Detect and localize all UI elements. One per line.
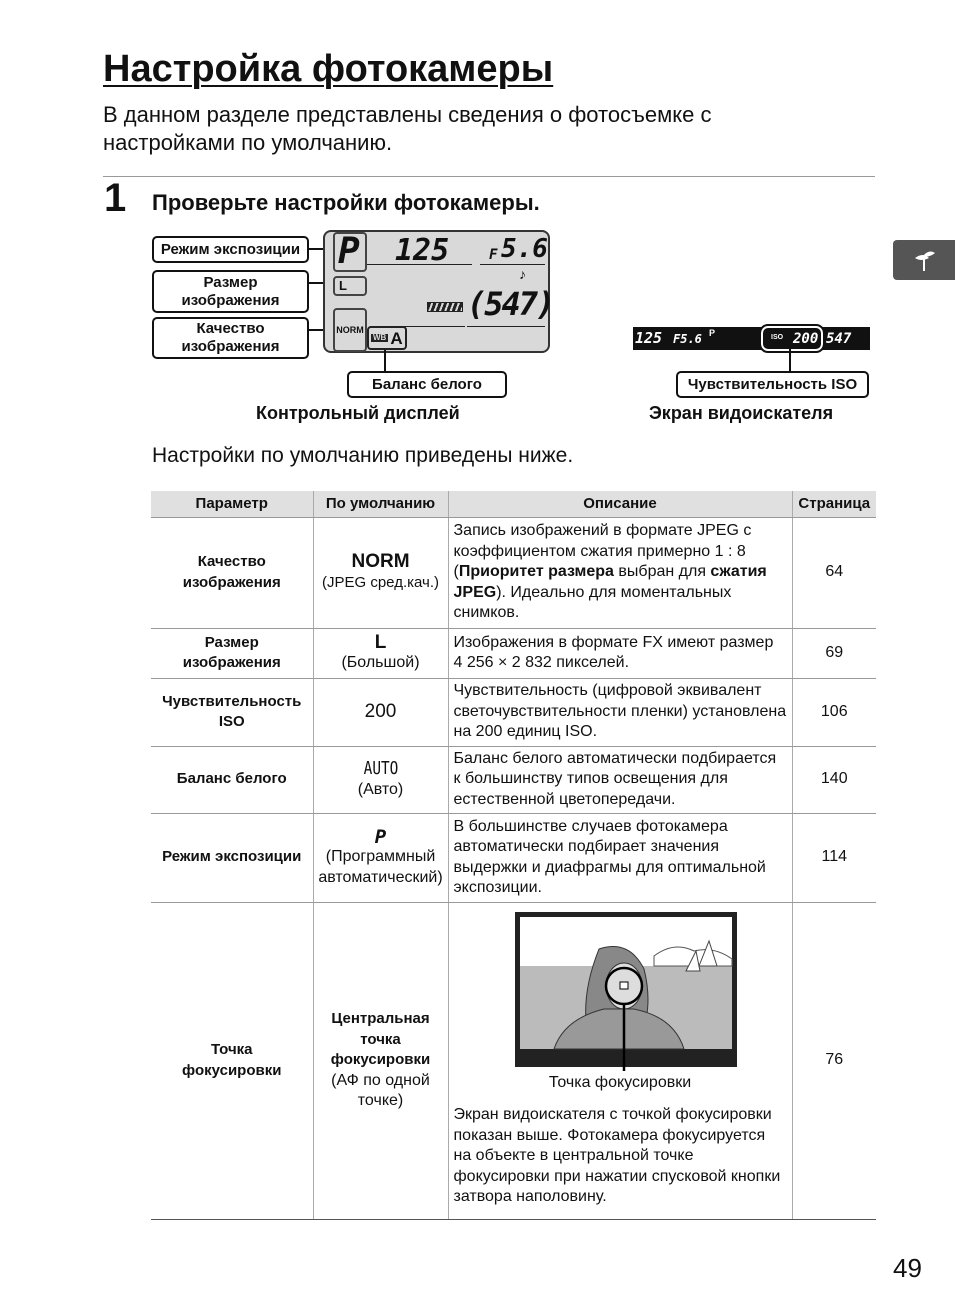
vf-shutter: 125 [635, 329, 663, 347]
page-title: Настройка фотокамеры [103, 48, 554, 90]
description-cell: Баланс белого автоматически подбирается к большинству типов освещения для естественной цветопередачи. [448, 746, 792, 813]
divider [103, 176, 875, 177]
default-note: (Программный автоматический) [318, 848, 443, 886]
header-page: Страница [792, 491, 876, 517]
viewfinder-focus-illustration [514, 911, 739, 1071]
default-value: AUTO [363, 758, 398, 779]
step-number: 1 [104, 176, 127, 220]
viewfinder-strip [633, 327, 870, 350]
default-note: (Большой) [341, 654, 420, 671]
description-text: Экран видоискателя с точкой фокусировки показан выше. Фотокамера фокусируется на объекте в центральной точке фокусировки при нажатии спусковой кнопки затвора наполовину. [453, 1106, 781, 1205]
page-cell: 140 [792, 746, 876, 813]
table-row [151, 902, 876, 1219]
desc-text: выбран для [613, 563, 711, 581]
intro-text: В данном разделе представлены сведения о фотосъемке с настройками по умолчанию. [103, 102, 712, 155]
step-heading: Проверьте настройки фотокамеры. [152, 190, 540, 215]
param-cell: Качество изображения [151, 517, 313, 628]
defaults-text: Настройки по умолчанию приведены ниже. [152, 444, 574, 467]
wb-badge: WB [373, 333, 387, 342]
page-cell: 106 [792, 678, 876, 746]
table-row [151, 746, 876, 813]
label-exposure-mode: Режим экспозиции [152, 236, 309, 263]
default-note: (АФ по одной точке) [331, 1071, 430, 1110]
param-cell: Баланс белого [151, 746, 313, 813]
table-row [151, 678, 876, 746]
image-quality-readout: NORM [333, 308, 367, 352]
defaults-table [151, 491, 876, 1220]
description-cell [448, 517, 792, 628]
label-white-balance: Баланс белого [347, 371, 507, 398]
default-cell [313, 902, 448, 1219]
vf-count: 547 [826, 331, 852, 347]
exposure-mode-readout: P [338, 231, 360, 272]
page-number: 49 [893, 1253, 922, 1283]
default-value: L [374, 631, 387, 653]
table-row [151, 628, 876, 678]
page-cell: 114 [792, 813, 876, 902]
vf-iso: 200 [793, 331, 819, 347]
default-note: (Авто) [357, 780, 404, 798]
aperture-readout: 5.6 [501, 234, 548, 264]
table-row [151, 813, 876, 902]
vf-iso-tag: ISO [771, 334, 784, 341]
desc-bold: Приоритет размера [458, 563, 614, 581]
table-header [151, 491, 876, 517]
desc-text: ). Идеально для моментальных снимков. [453, 583, 732, 622]
desc-bold: сжатия JPEG [453, 563, 767, 601]
default-note: (JPEG сред.кач.) [322, 573, 439, 591]
page-cell: 76 [792, 902, 876, 1219]
default-cell [313, 813, 448, 902]
param-cell: Размер изображения [151, 628, 313, 678]
default-value: P [374, 825, 387, 848]
header-description: Описание [448, 491, 792, 517]
control-panel-caption: Контрольный дисплей [256, 403, 460, 423]
desc-text: Запись изображений в формате JPEG с коэффициентом сжатия примерно 1 : 8 ( [453, 522, 752, 581]
label-image-quality: Качество изображения [152, 317, 309, 359]
label-image-size: Размер изображения [152, 270, 309, 313]
header-parameter: Параметр [151, 491, 313, 517]
shutter-readout: 125 [395, 233, 450, 268]
description-cell: В большинстве случаев фотокамера автоматически подбирает значения выдержки и диафрагмы для оптимальной экспозиции. [448, 813, 792, 902]
default-value: 200 [364, 700, 397, 722]
focus-point-caption: Точка фокусировки [548, 1073, 692, 1091]
white-balance-readout [367, 326, 407, 350]
default-value: Центральная точка фокусировки [330, 1010, 431, 1069]
section-tab[interactable] [893, 240, 955, 280]
exposure-count: 547 [484, 285, 537, 323]
wb-value: A [390, 328, 403, 348]
control-panel-display [323, 230, 554, 353]
table-row [151, 517, 876, 628]
sprout-icon [893, 240, 955, 280]
viewfinder-caption: Экран видоискателя [649, 403, 834, 423]
vf-mode: P [709, 328, 716, 338]
image-size-readout: L [333, 276, 367, 296]
exposure-count-readout: (547) [467, 285, 554, 323]
header-default: По умолчанию [313, 491, 448, 517]
battery-icon [427, 302, 463, 312]
description-cell: Изображения в формате FX имеют размер 4 256 × 2 832 пикселей. [448, 628, 792, 678]
page-cell: 64 [792, 517, 876, 628]
aperture-prefix: F [489, 247, 498, 263]
param-cell: Чувствительность ISO [151, 678, 313, 746]
default-cell [313, 746, 448, 813]
label-iso: Чувствительность ISO [676, 371, 869, 398]
default-cell [313, 517, 448, 628]
param-cell: Режим экспозиции [151, 813, 313, 902]
default-value: NORM [351, 551, 410, 572]
param-cell: Точка фокусировки [151, 902, 313, 1219]
vf-aperture: F5.6 [673, 332, 702, 346]
default-cell [313, 678, 448, 746]
default-cell [313, 628, 448, 678]
description-cell [448, 902, 792, 1219]
music-note-icon: ♪ [519, 266, 526, 282]
page-cell: 69 [792, 628, 876, 678]
iso-leader-line [785, 349, 795, 373]
description-cell: Чувствительность (цифровой эквивалент светочувствительности пленки) установлена на 200 единиц ISO. [448, 678, 792, 746]
